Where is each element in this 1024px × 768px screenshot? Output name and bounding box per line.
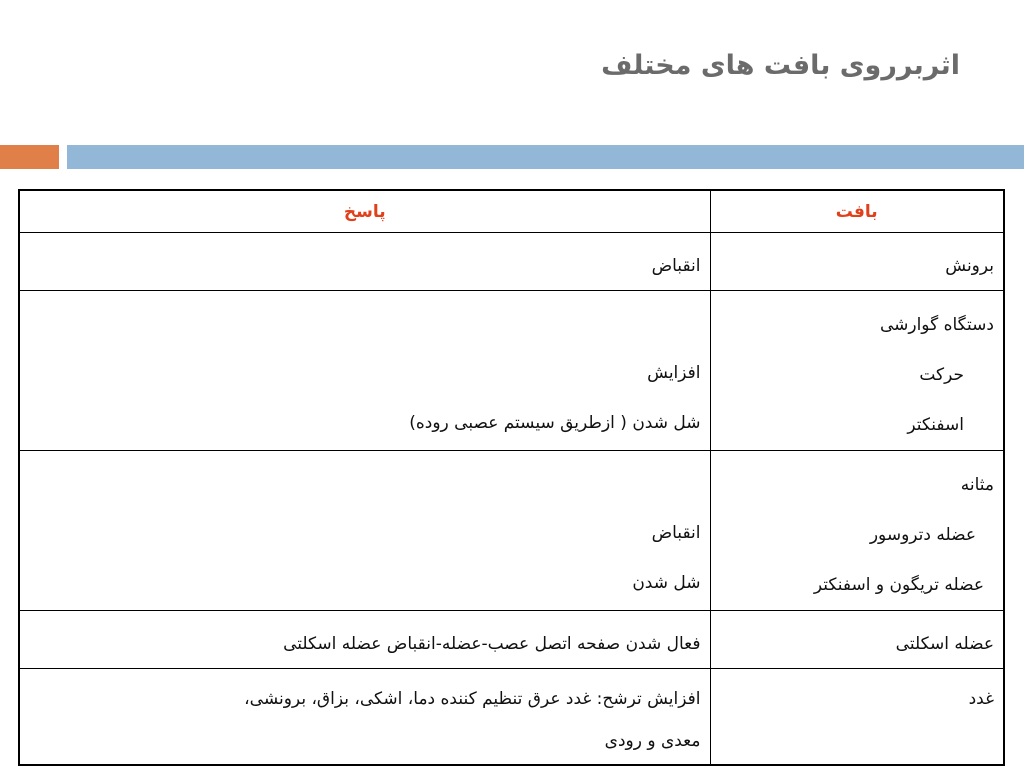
tissue-response-table xyxy=(18,189,1005,766)
tissue-text: مثانه xyxy=(960,475,994,495)
slide-title: اثربرروی بافت های مختلف xyxy=(601,50,960,81)
response-cell xyxy=(19,451,710,611)
tissue-cell xyxy=(710,233,1004,291)
tissue-cell xyxy=(710,611,1004,669)
tissue-subtext: اسفنکتر xyxy=(907,415,964,435)
response-text: شل شدن ( ازطریق سیستم عصبی روده) xyxy=(409,413,701,433)
table-header-row xyxy=(19,190,1004,233)
tissue-text: عضله اسکلتی xyxy=(895,634,994,654)
tissue-text: دستگاه گوارشی xyxy=(879,315,994,335)
response-text: معدی و رودی xyxy=(604,731,701,751)
table-row xyxy=(19,611,1004,669)
header-tissue: بافت xyxy=(710,190,1004,233)
tissue-cell xyxy=(710,291,1004,451)
table-row xyxy=(19,451,1004,611)
response-text: افزایش ترشح: غدد عرق تنظیم کننده دما، اشکی، بزاق، برونشی، xyxy=(244,689,701,709)
response-cell xyxy=(19,669,710,766)
accent-band-blue xyxy=(67,145,1024,169)
response-spacer xyxy=(29,300,701,348)
tissue-subtext: عضله دتروسور xyxy=(869,525,976,545)
tissue-text: غدد xyxy=(968,689,994,709)
response-text: فعال شدن صفحه اتصل عصب-عضله-انقباض عضله اسکلتی xyxy=(283,634,701,654)
tissue-subtext: حرکت xyxy=(919,365,964,385)
table-row xyxy=(19,669,1004,766)
response-cell xyxy=(19,291,710,451)
response-text: انقباض xyxy=(651,256,701,276)
response-cell xyxy=(19,233,710,291)
tissue-cell xyxy=(710,669,1004,766)
tissue-text: برونش xyxy=(945,256,994,276)
response-text: انقباض xyxy=(651,523,701,543)
response-text: افزایش xyxy=(647,363,701,383)
response-spacer xyxy=(29,460,701,508)
response-text: شل شدن xyxy=(632,573,701,593)
accent-band-orange xyxy=(0,145,59,169)
header-response: پاسخ xyxy=(19,190,710,233)
table-row xyxy=(19,291,1004,451)
response-cell xyxy=(19,611,710,669)
table-row xyxy=(19,233,1004,291)
tissue-cell xyxy=(710,451,1004,611)
tissue-subtext: عضله تریگون و اسفنکتر xyxy=(813,575,984,595)
